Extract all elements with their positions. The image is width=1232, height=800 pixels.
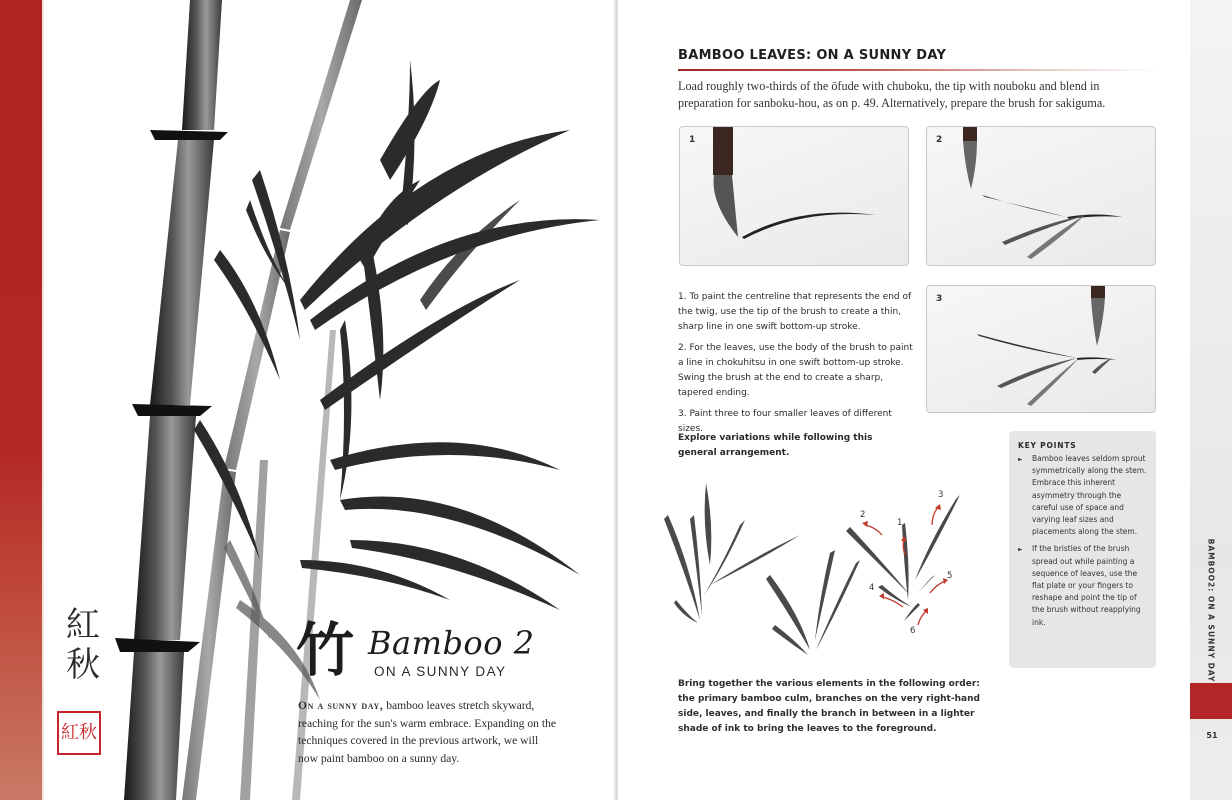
leaf-variations-illustration (660, 475, 980, 660)
intro-paragraph (298, 697, 558, 767)
diagram-label-2: 2 (860, 510, 866, 520)
red-margin-band (0, 0, 42, 800)
key-point-text: Bamboo leaves seldom sprout symmetrically along the stem. Embrace this inherent asymmetry through the careful use of space and varying leaf sizes and placements along the stem. (1032, 454, 1147, 537)
running-head (1199, 535, 1223, 685)
diagram-label-5: 5 (947, 571, 953, 581)
key-points-box (1009, 431, 1156, 668)
key-points-title: KEY POINTS (1018, 441, 1077, 450)
step-photo-2 (926, 126, 1156, 266)
step-photo-3 (926, 285, 1156, 413)
page-number: 51 (1206, 731, 1218, 740)
key-point-item (1018, 543, 1148, 628)
instruction-steps (678, 290, 918, 443)
bamboo-kanji: 竹 (296, 616, 355, 684)
brush-illustration-3 (927, 286, 1156, 413)
key-point-text: If the bristles of the brush spread out while painting a sequence of leaves, use the flat plate or your fingers to reshape and point the tip of the brush without reapplying ink. (1032, 544, 1141, 627)
photo-number: 2 (936, 135, 943, 145)
artwork-title: Bamboo 2 (368, 624, 535, 662)
brush-illustration-2 (927, 127, 1156, 266)
title-underline (678, 69, 1158, 71)
explore-note: Explore variations while following this general arrangement. (678, 433, 873, 458)
running-head-text: BAMBOO2: ON A SUNNY DAY (1206, 538, 1216, 682)
step-3: 3. Paint three to four smaller leaves of different sizes. (678, 409, 892, 434)
diagram-label-1: 1 (897, 518, 903, 528)
leaf-arrangement-diagram (660, 475, 980, 660)
artwork-subtitle: ON A SUNNY DAY (374, 664, 507, 679)
page-gutter (614, 0, 618, 800)
red-seal-stamp: 紅秋 (57, 711, 101, 755)
photo-number: 3 (936, 294, 943, 304)
diagram-label-4: 4 (869, 583, 875, 593)
intro-text: bamboo leaves stretch skyward, reaching for the sun's warm embrace. Expanding on the techniques covered in the previous artwork, we will now paint bamboo on a sunny day. (298, 699, 557, 765)
step-2: 2. For the leaves, use the body of the brush to paint a line in chokuhitsu in one swift bottom-up stroke. Swing the brush at the end to create a sharp, tapered ending. (678, 343, 913, 398)
assembly-order-note: Bring together the various elements in the following order: the primary bamboo culm, branches on the very right-hand side, leaves, and finally the branch in between in a lighter shade of ink to bring the leaves to the foreground. (678, 679, 980, 734)
lead-paragraph: Load roughly two-thirds of the ōfude with chuboku, the tip with nouboku and blend in preparation for sanboku-hou, as on p. 49. Alternatively, prepare the brush for sakiguma. (678, 79, 1106, 110)
intro-lead: On a sunny day, (298, 699, 384, 712)
key-point-item (1018, 453, 1148, 538)
triangle-bullet-icon: ► (1018, 456, 1023, 463)
artist-signature: 紅秋 (66, 605, 100, 685)
step-photo-1 (679, 126, 909, 266)
brush-illustration-1 (680, 127, 909, 266)
diagram-label-6: 6 (910, 626, 916, 636)
diagram-label-3: 3 (938, 490, 944, 500)
section-title: BAMBOO LEAVES: ON A SUNNY DAY (678, 48, 947, 63)
photo-number: 1 (689, 135, 696, 145)
red-page-tab (1190, 683, 1232, 719)
step-1: 1. To paint the centreline that represents the end of the twig, use the tip of the brush to create a thin, sharp line in one swift bottom-up stroke. (678, 292, 912, 332)
triangle-bullet-icon: ► (1018, 546, 1023, 554)
